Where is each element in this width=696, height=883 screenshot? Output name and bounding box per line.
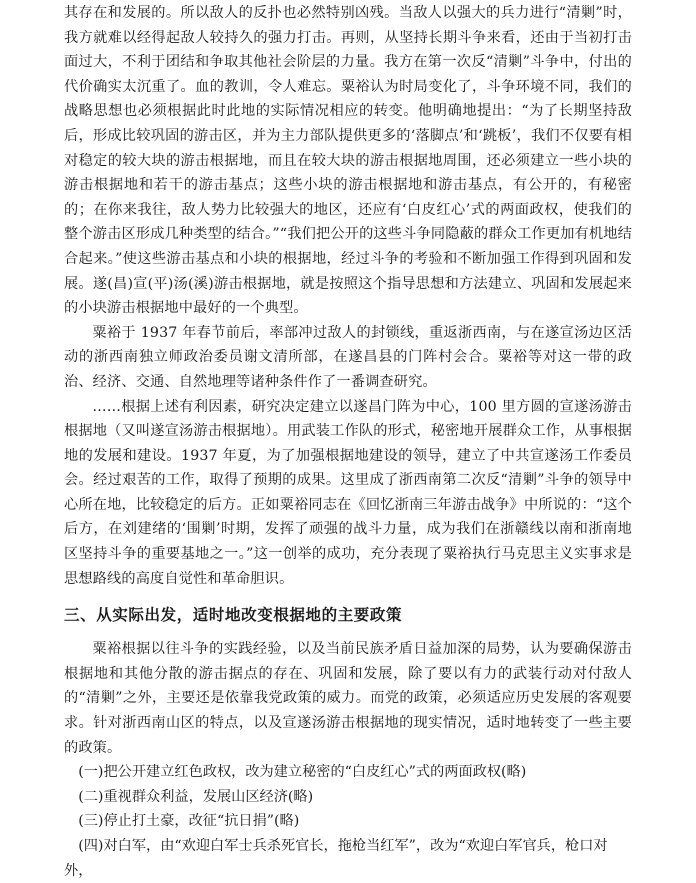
policy-item: (三)停止打土豪，改征“抗日捐”(略): [78, 813, 300, 830]
policy-item: (四)对白军，由“欢迎白军士兵杀死官长，拖枪当红军”，改为“欢迎白军官兵，枪口对外，: [64, 838, 608, 879]
body-paragraph: 粟裕于 1937 年春节前后，率部冲过敌人的封锁线，重返浙西南，与在遂宣汤边区活动的浙西南独立师政治委员谢文清所部，在遂昌县的门阵村会合。粟裕等对这一带的政治、经济、交通、自然地理等诸种条件作了一番调查研究。: [64, 324, 632, 390]
policy-item: (二)重视群众利益，发展山区经济(略): [78, 788, 314, 805]
section-heading: 三、从实际出发，适时地改变根据地的主要政策: [64, 606, 403, 625]
policy-item: (一)把公开建立红色政权，改为建立秘密的“白皮红心”式的两面政权(略): [78, 764, 527, 781]
body-paragraph: 粟裕根据以往斗争的实践经验，以及当前民族矛盾日益加深的局势，认为要确保游击根据地和其他分散的游击据点的存在、巩固和发展，除了要以有力的武装行动对付敌人的“清剿”之外，主要还是依靠我党政策的威力。而党的政策，必须适应历史发展的客观要求。针对浙西南山区的特点，以及宣遂汤游击根据地的现实情况，适时地转变了一些主要的政策。: [64, 641, 632, 756]
document-page: [64, 0, 632, 879]
body-paragraph: 其存在和发展的。所以敌人的反扑也必然特别凶残。当敌人以强大的兵力进行“清剿”时，我方就难以经得起敌人较持久的强力打击。再则，从坚持长期斗争来看，还由于当初打击面过大，不利于团结和争取其他社会阶层的力量。我方在第一次反“清剿”斗争中，付出的代价确实太沉重了。血的教训，令人难忘。粟裕认为时局变化了，斗争环境不同，我们的战略思想也必须根据此时此地的实际情况相应的转变。他明确地提出：“为了长期坚持敌后，形成比较巩固的游击区，并为主力部队提供更多的‘落脚点’和‘跳板’，我们不仅要有相对稳定的较大块的游击根据地，而且在较大块的游击根据地周围，还必须建立一些小块的游击根据地和若干的游击基点；这些小块的游击根据地和游击基点，有公开的，有秘密的；在你来我往，敌人势力比较强大的地区，还应有‘白皮红心’式的两面政权，使我们的整个游击区形成几种类型的结合。”“我们把公开的这些斗争同隐蔽的群众工作更加有机地结合起来。”使这些游击基点和小块的根据地，经过斗争的考验和不断加强工作得到巩固和发展。遂(昌)宣(平)汤(溪)游击根据地，就是按照这个指导思想和方法建立、巩固和发展起来的小块游击根据地中最好的一个典型。: [64, 5, 632, 317]
body-paragraph: ……根据上述有利因素，研究决定建立以遂昌门阵为中心，100 里方圆的宣遂汤游击根据地（又叫遂宣汤游击根据地）。用武装工作队的形式，秘密地开展群众工作，从事根据地的发展和建设。1937 年夏，为了加强根据地建设的领导，建立了中共宣遂汤工作委员会。经过艰苦的工作，取得了预期的成果。这里成了浙西南第二次反“清剿”斗争的领导中心所在地，比较稳定的后方。正如粟裕同志在《回忆浙南三年游击战争》中所说的：“这个后方，在刘建绪的‘围剿’时期，发挥了顽强的战斗力量，成为我们在浙赣线以南和浙南地区坚持斗争的重要基地之一。”这一创举的成功，充分表现了粟裕执行马克思主义实事求是思想路线的高度自觉性和革命胆识。: [64, 398, 632, 587]
